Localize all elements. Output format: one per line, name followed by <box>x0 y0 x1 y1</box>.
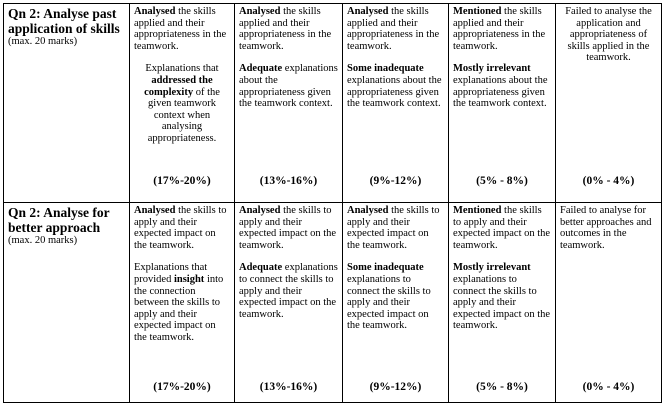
band-cell <box>235 203 343 403</box>
band-explanation-pre: Explanations that <box>145 63 219 75</box>
band-explanation-bold: Adequate <box>239 63 283 75</box>
band-lead-text: Failed to analyse for better approaches and outcomes in the teamwork. <box>560 205 652 251</box>
band-lead-text: the skills to apply and their expected impact on the teamwork. <box>347 205 440 251</box>
band-range: (17%-20%) <box>153 175 211 187</box>
band-explanation-bold: Some inadequate <box>347 262 424 274</box>
band-explanation-bold: addressed the complexity <box>144 74 213 98</box>
band-explanation-post: explanations to connect the skills to apply and their expected impact on the teamwork. <box>239 262 338 320</box>
criterion-marks: (max. 20 marks) <box>8 36 78 47</box>
band-lead-bold: Mentioned <box>453 6 502 17</box>
band-lead-text: Failed to analyse the application and appropriateness of skills applied in the teamwork. <box>565 6 652 64</box>
band-cell <box>130 203 235 403</box>
band-range: (5% - 8%) <box>476 175 528 187</box>
band-explanation-post: into the connection between the skills to apply and their expected impact on the teamwork. <box>134 273 224 343</box>
band-lead-bold: Mentioned <box>453 205 502 216</box>
criterion-cell <box>4 203 130 403</box>
band-lead-bold: Analysed <box>239 205 281 216</box>
band-cell <box>343 4 449 203</box>
band-explanation-post: explanations to connect the skills to apply and their expected impact on the teamwork. <box>453 273 551 332</box>
band-explanation-bold: Mostly irrelevant <box>453 63 531 75</box>
criterion-title: Qn 2: Analyse past application of skills <box>8 6 120 36</box>
band-cell <box>449 203 556 403</box>
band-lead-bold: Analysed <box>347 205 389 216</box>
rubric-row <box>4 4 662 203</box>
band-range: (13%-16%) <box>259 175 318 187</box>
rubric-row <box>4 203 662 403</box>
band-cell <box>130 4 235 203</box>
band-lead-text: the skills applied and their appropriateness in the teamwork. <box>239 6 332 52</box>
band-range: (9%-12%) <box>369 381 422 393</box>
criterion-title: Qn 2: Analyse for better approach <box>8 205 110 235</box>
band-lead-text: the skills to apply and their expected impact on the teamwork. <box>453 205 551 251</box>
rubric-table <box>3 3 662 403</box>
band-lead-text: the skills applied and their appropriateness in the teamwork. <box>453 6 546 52</box>
band-lead-text: the skills applied and their appropriateness in the teamwork. <box>134 6 227 52</box>
band-explanation-post: explanations about the appropriateness given the teamwork context. <box>453 74 548 110</box>
band-lead-bold: Analysed <box>134 6 176 17</box>
band-explanation-pre: Explanations that provided <box>134 262 208 285</box>
band-cell <box>556 4 662 203</box>
band-range: (0% - 4%) <box>582 175 635 187</box>
band-lead-bold: Analysed <box>347 6 389 17</box>
band-explanation-bold: insight <box>173 273 205 285</box>
band-lead-text: the skills to apply and their expected impact on the teamwork. <box>134 205 227 251</box>
band-lead-text: the skills applied and their appropriateness in the teamwork. <box>347 6 440 52</box>
criterion-cell <box>4 4 130 203</box>
band-cell <box>556 203 662 403</box>
band-cell <box>235 4 343 203</box>
band-range: (9%-12%) <box>369 175 422 187</box>
band-explanation-bold: Adequate <box>239 262 283 274</box>
criterion-marks: (max. 20 marks) <box>8 235 78 246</box>
band-lead-bold: Analysed <box>239 6 281 17</box>
band-explanation-post: explanations about the appropriateness given the teamwork context. <box>239 63 338 110</box>
band-explanation-post: of the given teamwork context when analysing appropriateness. <box>147 86 220 144</box>
band-lead-text: the skills to apply and their expected impact on the teamwork. <box>239 205 337 251</box>
band-range: (5% - 8%) <box>476 381 528 393</box>
band-explanation-bold: Mostly irrelevant <box>453 262 531 274</box>
band-range: (0% - 4%) <box>582 381 635 393</box>
band-cell <box>343 203 449 403</box>
band-cell <box>449 4 556 203</box>
band-range: (17%-20%) <box>153 381 211 393</box>
band-explanation-post: explanations to connect the skills to apply and their expected impact on the teamwork. <box>347 273 431 332</box>
band-range: (13%-16%) <box>259 381 318 393</box>
band-explanation-post: explanations about the appropriateness given the teamwork context. <box>347 74 442 110</box>
band-explanation-bold: Some inadequate <box>347 63 424 75</box>
band-lead-bold: Analysed <box>134 205 176 216</box>
